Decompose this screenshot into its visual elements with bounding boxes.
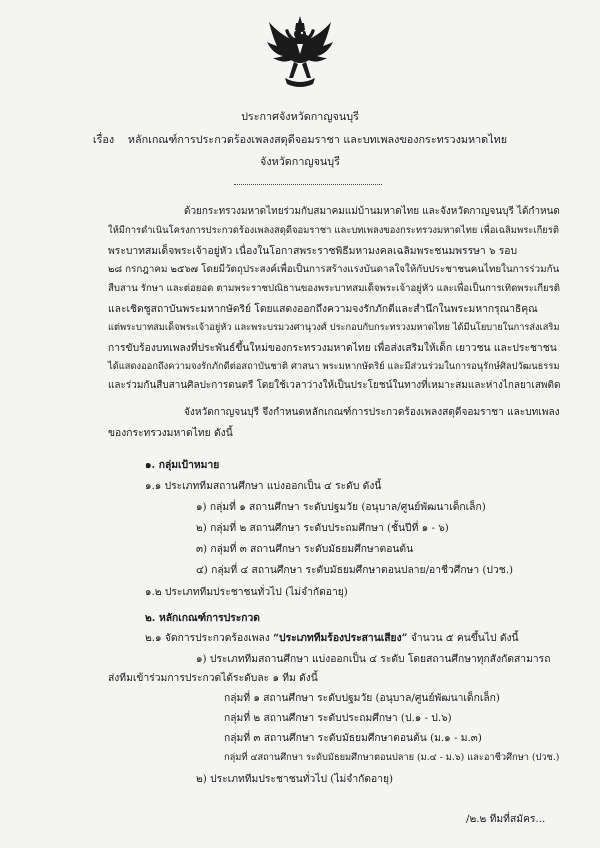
intro-line: ได้แสดงออกถึงความจงรักภักดีต่อสถาบันชาติ ศาสนา พระมหากษัตริย์ และมีส่วนร่วมในการอนุรักษ์ศิลปวัฒนธรรม [108, 361, 560, 372]
section1-group-item: ๔) กลุ่มที่ ๔ สถานศึกษา ระดับมัธยมศึกษาตอนปลาย/อาชีวศึกษา (ปวช.) [196, 564, 514, 576]
section2-sub1-prefix: ๒.๑ จัดการประกวดร้องเพลง [145, 632, 274, 644]
decree-line: จังหวัดกาญจนบุรี จึงกำหนดหลักเกณฑ์การประกวดร้องเพลงสดุดีจอมราชา และบทเพลง [184, 407, 560, 418]
continuation-note: /๒.๒ ทีมที่สมัคร... [466, 813, 546, 825]
province-line: จังหวัดกาญจนบุรี [260, 155, 340, 168]
section1-group-item: ๓) กลุ่มที่ ๓ สถานศึกษา ระดับมัธยมศึกษาตอนต้น [196, 543, 414, 555]
section2-sub1-heading [145, 631, 519, 645]
subject-text: หลักเกณฑ์การประกวดร้องเพลงสดุดีจอมราชา และบทเพลงของกระทรวงมหาดไทย [127, 133, 508, 146]
intro-line: ให้มีการดำเนินโครงการประกวดร้องเพลงสดุดีจอมราชา และบทเพลงของกระทรวงมหาดไทย เพื่อเฉลิมพระเกียรติ [108, 225, 559, 236]
subject-line [0, 133, 600, 147]
announcement-title: ประกาศจังหวัดกาญจนบุรี [241, 110, 359, 123]
section2-sub1-suffix: จำนวน ๕ คนขึ้นไป ดังนี้ [407, 632, 519, 644]
section1-sub1-heading: ๑.๑ ประเภททีมสถานศึกษา แบ่งออกเป็น ๔ ระดับ ดังนี้ [145, 480, 382, 492]
separator-dots [234, 184, 382, 185]
section2-sub1-quoted: “ประเภททีมร้องประสานเสียง” [273, 632, 408, 644]
intro-line: แต่พระบาทสมเด็จพระเจ้าอยู่หัว และพระบรมวงศานุวงศ์ ประกอบกับกระทรวงมหาดไทย ได้มีนโยบายในการส่งเสริม [108, 322, 560, 333]
intro-line: และเชิดชูสถาบันพระมหากษัตริย์ โดยแสดงออกถึงความจงรักภักดีและสำนึกในพระมหากรุณาธิคุณ [108, 303, 538, 315]
decree-line: ของกระทรวงมหาดไทย ดังนี้ [108, 427, 233, 439]
section1-heading: ๑. กลุ่มเป้าหมาย [145, 459, 220, 471]
section2-heading: ๒. หลักเกณฑ์การประกวด [145, 612, 260, 624]
section2-item2: ๒) ประเภททีมประชาชนทั่วไป (ไม่จำกัดอายุ) [196, 773, 394, 785]
section1-group-item: ๑) กลุ่มที่ ๑ สถานศึกษา ระดับปฐมวัย (อนุบาล/ศูนย์พัฒนาเด็กเล็ก) [196, 501, 486, 513]
intro-line: การขับร้องบทเพลงที่ประพันธ์ขึ้นใหม่ของกระทรวงมหาดไทย เพื่อส่งเสริมให้เด็ก เยาวชน และประชาชน [108, 342, 557, 354]
section2-item1-line: ๑) ประเภททีมสถานศึกษา แบ่งออกเป็น ๔ ระดับ โดยสถานศึกษาทุกสังกัดสามารถ [196, 653, 551, 665]
subject-label: เรื่อง [92, 133, 115, 146]
school-group-item: กลุ่มที่ ๔สถานศึกษา ระดับมัธยมศึกษาตอนปลาย (ม.๔ - ม.๖) และอาชีวศึกษา (ปวช.) [224, 752, 560, 763]
section1-group-item: ๒) กลุ่มที่ ๒ สถานศึกษา ระดับประถมศึกษา (ชั้นปีที่ ๑ - ๖) [196, 522, 449, 534]
section2-item1-line: ส่งทีมเข้าร่วมการประกวดได้ระดับละ ๑ ทีม ดังนี้ [108, 672, 318, 684]
intro-line: และร่วมกันสืบสานศิลปะการดนตรี โดยใช้เวลาว่างให้เป็นประโยชน์ในทางที่เหมาะสมและห่างไกลยาเสพติด [108, 380, 561, 391]
intro-line: สืบสาน รักษา และต่อยอด ตามพระราชปณิธานของพระบาทสมเด็จพระเจ้าอยู่หัว และเพื่อเป็นการเทิดพระเกียรติ [108, 283, 561, 294]
intro-line: ๒๘ กรกฎาคม ๒๕๖๗ โดยมีวัตถุประสงค์เพื่อเป็นการสร้างแรงบันดาลใจให้กับประชาชนคนไทยในการร่วมกัน [108, 264, 560, 275]
section1-sub2-heading: ๑.๒ ประเภททีมประชาชนทั่วไป (ไม่จำกัดอายุ) [145, 586, 348, 598]
school-group-item: กลุ่มที่ ๓ สถานศึกษา ระดับมัธยมศึกษาตอนต้น (ม.๑ - ม.๓) [224, 732, 482, 744]
garuda-emblem-icon [267, 16, 333, 90]
school-group-item: กลุ่มที่ ๒ สถานศึกษา ระดับประถมศึกษา (ป.๑ - ป.๖) [224, 712, 452, 724]
school-group-item: กลุ่มที่ ๑ สถานศึกษา ระดับปฐมวัย (อนุบาล/ศูนย์พัฒนาเด็กเล็ก) [224, 692, 500, 704]
intro-line: พระบาทสมเด็จพระเจ้าอยู่หัว เนื่องในโอกาสพระราชพิธีมหามงคลเฉลิมพระชนมพรรษา ๖ รอบ [108, 245, 517, 257]
intro-line: ด้วยกระทรวงมหาดไทยร่วมกับสมาคมแม่บ้านมหาดไทย และจังหวัดกาญจนบุรี ได้กำหนด [184, 206, 560, 217]
